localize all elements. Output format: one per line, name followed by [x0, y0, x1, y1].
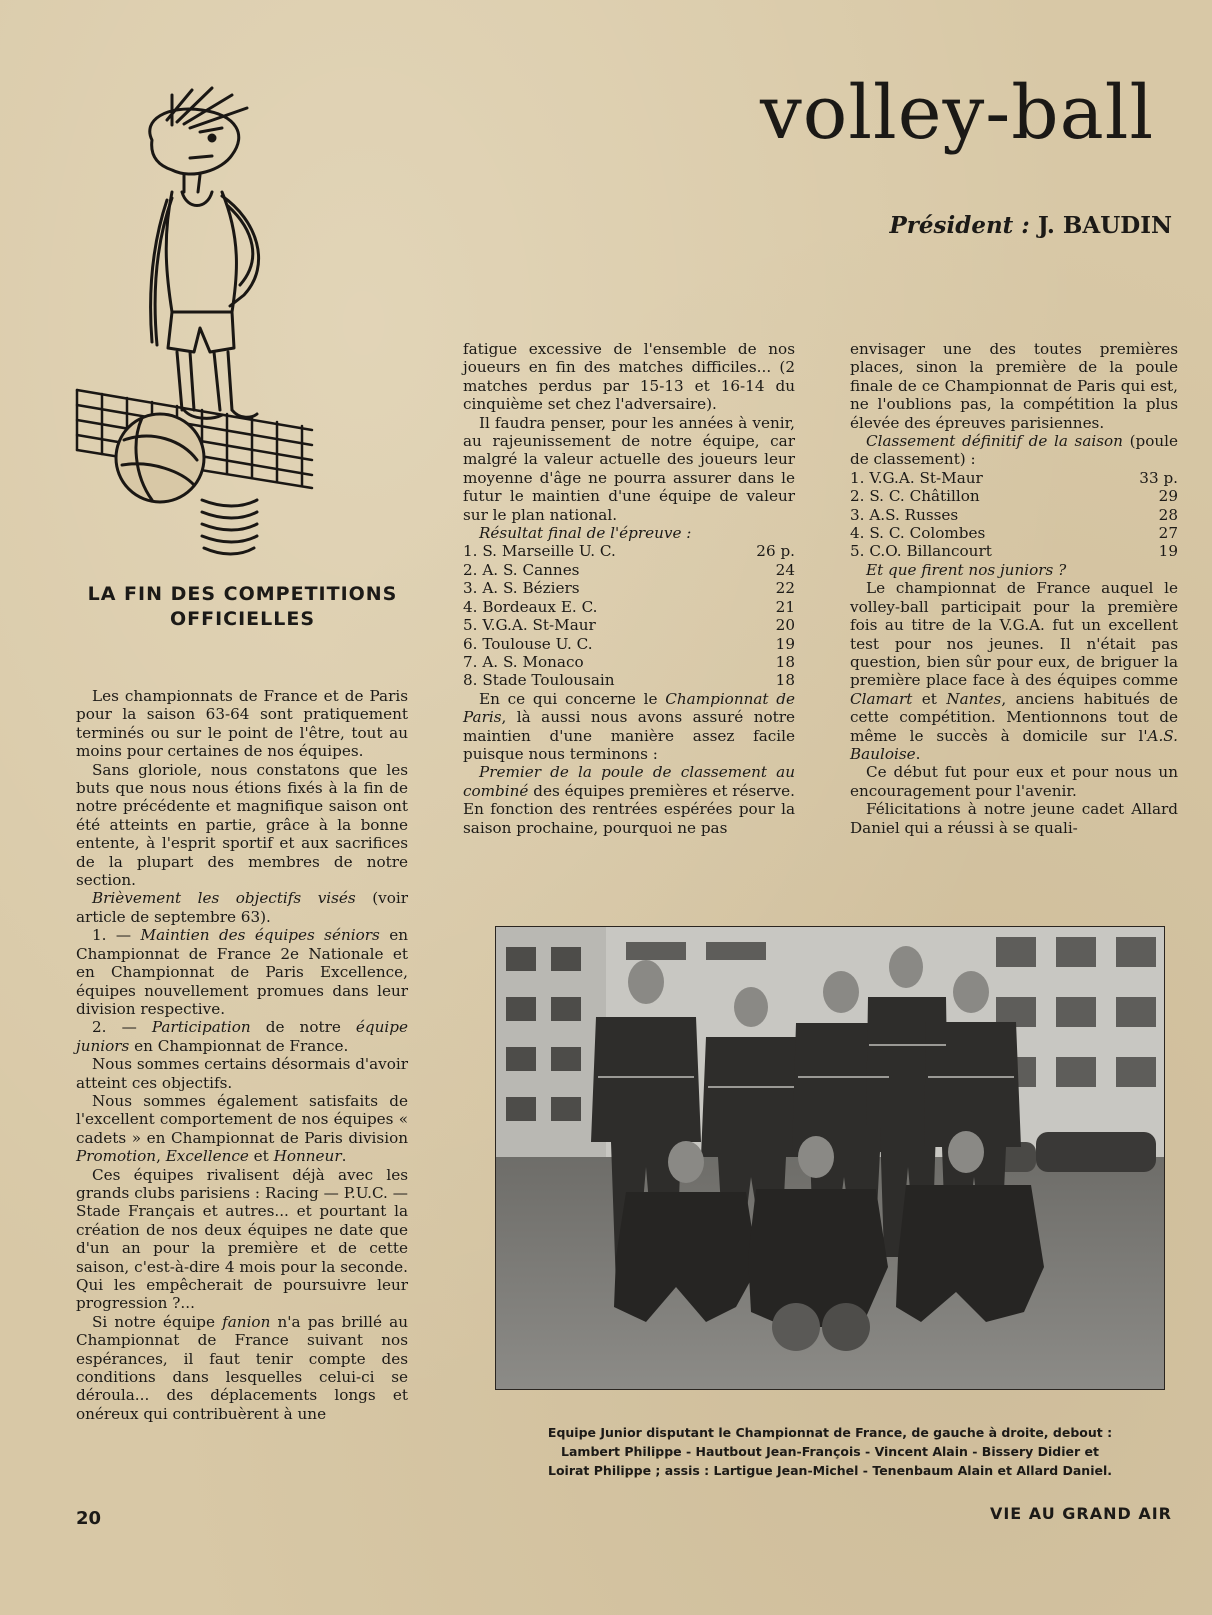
- caption-line-2: Lambert Philippe - Hautbout Jean-François - Vincent Alain - Bissery Didier et: [561, 1444, 1099, 1459]
- table-row: [463, 671, 795, 689]
- team-name: 6. Toulouse U. C.: [463, 634, 593, 653]
- team-points: 19: [1158, 542, 1178, 561]
- paragraph: Nous sommes également satisfaits de l'excellent comportement de nos équipes « cadets » en Championnat de Paris division Promotion, Excellence et Honneur.: [76, 1091, 408, 1166]
- heading-line-2: OFFICIELLES: [169, 608, 316, 630]
- paragraph: En fonction des rentrées espérées pour la saison prochaine, pourquoi ne pas: [463, 800, 795, 837]
- paragraph: fatigue excessive de l'ensemble de nos joueurs en fin des matches difficiles... (2 matches perdus par 15-13 et 16-14 du cinquième set chez l'adversaire).: [463, 340, 795, 414]
- photo-caption: [480, 1423, 1180, 1480]
- magazine-name: VIE AU GRAND AIR: [989, 1504, 1172, 1523]
- paragraph: Ce début fut pour eux et pour nous un encouragement pour l'avenir.: [850, 763, 1178, 800]
- table-row: [463, 616, 795, 634]
- caption-line-1: Equipe Junior disputant le Championnat de France, de gauche à droite, debout :: [547, 1425, 1113, 1440]
- team-points: 27: [1158, 524, 1178, 543]
- table-row: [850, 524, 1178, 542]
- team-points: 22: [775, 579, 795, 598]
- standings-heading: Classement définitif de la saison (poule de classement) :: [850, 432, 1178, 469]
- team-points: 19: [775, 634, 795, 653]
- team-name: 5. C.O. Billancourt: [850, 542, 992, 561]
- volleyball-player-cartoon-icon: [72, 80, 332, 570]
- president-name: J. BAUDIN: [1037, 212, 1172, 239]
- paragraph: Il faudra penser, pour les années à venir, au rajeunissement de notre équipe, car malgré la valeur actuelle des joueurs leur moyenne d'âge ne pourra assurer dans le futur le maintien d'une équipe de valeur sur le plan national.: [463, 413, 795, 524]
- table-row: [850, 506, 1178, 524]
- team-name: 4. S. C. Colombes: [850, 524, 986, 543]
- paragraph: 2. — Participation de notre équipe juniors en Championnat de France.: [76, 1018, 408, 1055]
- paragraph: Le championnat de France auquel le volley-ball participait pour la première fois au titre de la V.G.A. fut un excellent test pour nos jeunes. Il n'était pas question, bien sûr pour eux, de briguer la première place face à des équipes comme Clamart et Nantes, anciens habitués de cette compétition. Mentionnons tout de même le succès à domicile sur l'A.S. Bauloise.: [850, 579, 1178, 763]
- article-heading: [70, 582, 415, 632]
- paragraph: Et que firent nos juniors ?: [866, 560, 1067, 579]
- team-photo: [495, 926, 1165, 1390]
- team-name: 3. A. S. Béziers: [463, 579, 580, 598]
- team-name: 7. A. S. Monaco: [463, 652, 584, 671]
- standings-table: [850, 469, 1178, 561]
- team-points: 18: [775, 652, 795, 671]
- table-row: [850, 469, 1178, 487]
- team-points: 33 p.: [1139, 468, 1178, 487]
- team-name: 3. A.S. Russes: [850, 505, 959, 524]
- column-2: [463, 340, 795, 837]
- paragraph: envisager une des toutes premières places, sinon la première de la poule finale de ce Championnat de Paris qui est, ne l'oublions pas, la compétition la plus élevée des épreuves parisiennes.: [850, 340, 1178, 432]
- paragraph: Sans gloriole, nous constatons que les buts que nous nous étions fixés à la fin de notre précédente et magnifique saison ont été atteints en partie, grâce à la bonne entente, à l'esprit sportif et aux sacrifices de la plupart des membres de notre section.: [76, 760, 408, 890]
- team-name: 8. Stade Toulousain: [463, 671, 615, 690]
- team-points: 24: [775, 560, 795, 579]
- team-points: 20: [775, 616, 795, 635]
- paragraph: Félicitations à notre jeune cadet Allard Daniel qui a réussi à se quali-: [850, 800, 1178, 837]
- paragraph: 1. — Maintien des équipes séniors en Championnat de France 2e Nationale et en Championnat de Paris Excellence, équipes nouvellement promues dans leur division respective.: [76, 926, 408, 1018]
- paragraph: Les championnats de France et de Paris pour la saison 63-64 sont pratiquement terminés ou sur le point de l'être, tout au moins pour certaines de nos équipes.: [76, 687, 408, 761]
- page-number: 20: [76, 1508, 102, 1529]
- team-points: 28: [1158, 505, 1178, 524]
- table-row: [850, 542, 1178, 560]
- results-table: [463, 542, 795, 689]
- team-points: 21: [775, 597, 795, 616]
- team-name: 1. V.G.A. St-Maur: [850, 468, 983, 487]
- caption-line-3: Loirat Philippe ; assis : Lartigue Jean-Michel - Tenenbaum Alain et Allard Daniel.: [548, 1463, 1112, 1478]
- table-row: [463, 542, 795, 560]
- section-title: volley-ball: [760, 70, 1155, 156]
- table-row: [463, 635, 795, 653]
- table-row: [463, 653, 795, 671]
- table-row: [850, 487, 1178, 505]
- team-name: 4. Bordeaux E. C.: [463, 597, 598, 616]
- team-name: 1. S. Marseille U. C.: [463, 542, 616, 561]
- column-3: [850, 340, 1178, 837]
- team-name: 2. S. C. Châtillon: [850, 487, 980, 506]
- team-name: 2. A. S. Cannes: [463, 560, 580, 579]
- paragraph: En ce qui concerne le Championnat de Paris, là aussi nous avons assuré notre maintien d'une manière assez facile puisque nous terminons :: [463, 689, 795, 763]
- table-row: [463, 561, 795, 579]
- team-points: 18: [775, 671, 795, 690]
- president-role: Président :: [889, 212, 1030, 239]
- paragraph: Nous sommes certains désormais d'avoir atteint ces objectifs.: [76, 1055, 408, 1092]
- president-line: [890, 212, 1173, 239]
- paragraph: Premier de la poule de classement au combiné des équipes premières et réserve.: [463, 763, 795, 800]
- heading-line-1: LA FIN DES COMPETITIONS: [87, 583, 398, 605]
- paragraph: Si notre équipe fanion n'a pas brillé au Championnat de France suivant nos espérances, il faut tenir compte des conditions dans lesquelles celui-ci se déroula... des déplacements longs et onéreux qui contribuèrent à une: [76, 1312, 408, 1423]
- team-points: 26 p.: [756, 542, 795, 561]
- paragraph: Ces équipes rivalisent déjà avec les grands clubs parisiens : Racing — P.U.C. — Stade Français et autres... et pourtant la création de nos deux équipes ne date que d'un an pour la première et de cette saison, c'est-à-dire 4 mois pour la seconde. Qui les empêcherait de poursuivre leur progression ?...: [76, 1165, 408, 1313]
- table-row: [463, 579, 795, 597]
- team-points: 29: [1158, 487, 1178, 506]
- results-heading: Résultat final de l'épreuve :: [479, 524, 692, 543]
- team-name: 5. V.G.A. St-Maur: [463, 616, 596, 635]
- column-1: [76, 687, 408, 1423]
- table-row: [463, 598, 795, 616]
- paragraph: Brièvement les objectifs visés (voir article de septembre 63).: [76, 889, 408, 926]
